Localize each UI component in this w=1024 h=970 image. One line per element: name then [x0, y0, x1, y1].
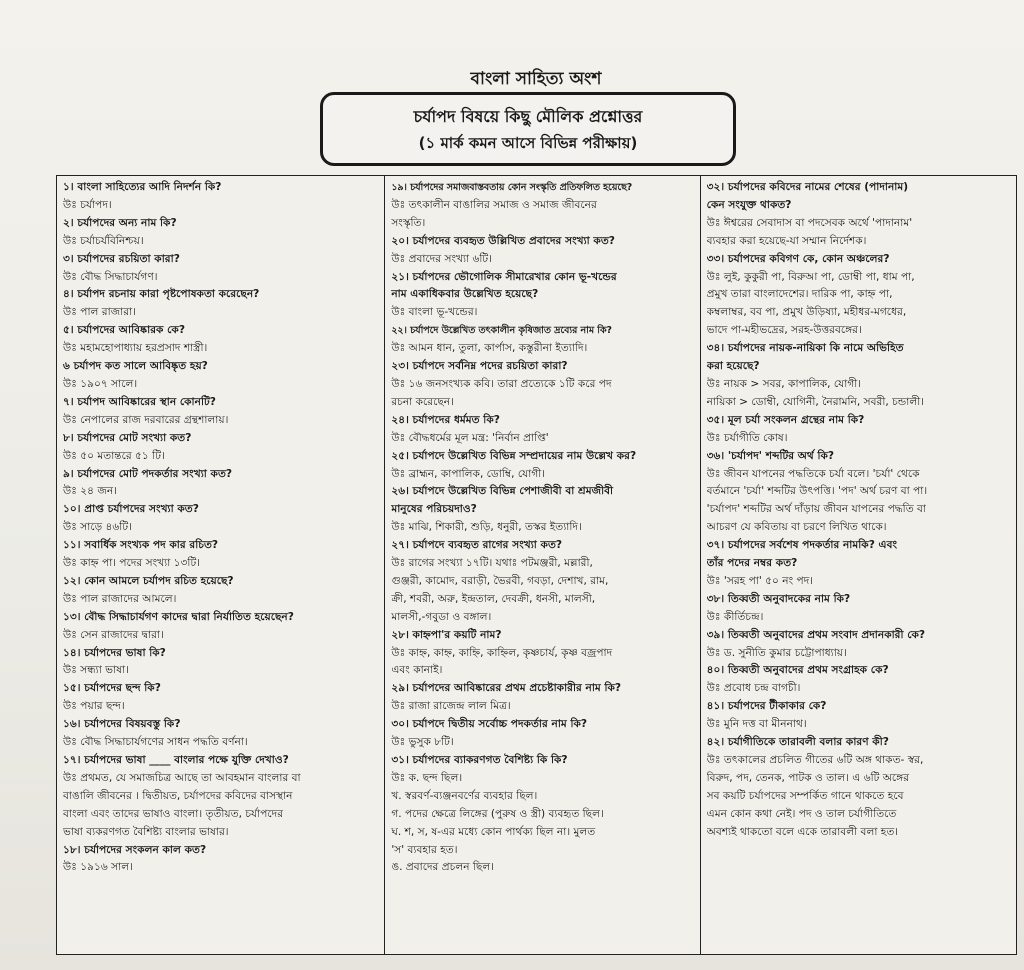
answer-line: ভাষা ব্যকরণগত বৈশিষ্ট্য বাংলার ভাষার। — [63, 825, 229, 838]
question-line: ৩৮। তিব্বতী অনুবাদকের নাম কি? — [706, 592, 851, 605]
title-box — [320, 92, 736, 166]
question-line: ২২। চর্যাপদে উল্লেখিত তৎকালীন কৃষিজাত দ্রব্যের নাম কি? — [391, 325, 612, 337]
question-line: ১৪। চর্যাপদের ভাষা কি? — [63, 646, 166, 659]
qa-column-2 — [385, 176, 700, 954]
question-line: ৩৬। 'চর্যাপদ' শব্দটির অর্থ কি? — [706, 449, 835, 462]
question-line: করা হয়েছে? — [706, 360, 760, 373]
answer-line: এবং কানাই। — [391, 664, 443, 677]
answer-line: মালসী,-গবুডা ও বঙ্গাল। — [391, 610, 492, 623]
answer-line: উঃ পাল রাজাদের আমলে। — [63, 592, 177, 605]
answer-line: 'চর্যাপদ' শব্দটির অর্থ দাঁড়ায় জীবন যাপনের পদ্ধতি বা — [706, 503, 926, 516]
answer-line: উঃ ৫০ মতান্তরে ৫১ টি। — [63, 449, 165, 462]
answer-line: উঃ নায়ক > সবর, কাপালিক, যোগী। — [706, 377, 862, 390]
question-line: ১৭। চর্যাপদের ভাষা ____ বাংলার পক্ষে যুক্তি দেখাও? — [63, 754, 289, 766]
answer-line: উঃ ড. সুনীতি কুমার চট্টোপাধ্যায়। — [706, 646, 847, 659]
answer-line: সব কয়টি চর্যাপদের সম্পর্কিত গানে থাকতে হবে — [706, 789, 904, 802]
question-line: ৯। চর্যাপদের মোট পদকর্তার সংখ্যা কত? — [63, 467, 233, 480]
answer-line: উঃ মাঝি, শিকারী, শুড়ি, ধনুরী, তস্কর ইত্যাদি। — [391, 521, 582, 534]
answer-line: ভাদে পা-মহীভদ্রের, সরহ-উত্তরবঙ্গের। — [706, 324, 862, 337]
question-line: ১। বাংলা সাহিত্যের আদি নিদর্শন কি? — [63, 181, 222, 193]
qa-column-3 — [701, 176, 1016, 954]
answer-line: উঃ ২৪ জন। — [63, 485, 117, 498]
answer-line: উঃ প্রবোধ চন্দ্র বাগচী। — [706, 682, 801, 695]
question-line: ১০। প্রাপ্ত চর্যাপদের সংখ্যা কত? — [63, 503, 199, 516]
answer-line: সংস্কৃতি। — [391, 216, 426, 229]
answer-line: উঃ বৌদ্ধধর্মের মূল মন্ত্র: 'নির্বান প্রাপ্তি' — [391, 431, 549, 444]
answer-line: উঃ আমন ধান, তুলা, কার্পাস, কস্তুরীনা ইত্যাদি। — [391, 342, 588, 355]
answer-line: উঃ 'সরহ পা' ৫০ নং পদ। — [706, 574, 814, 587]
answer-line: উঃ জীবন যাপনের পদ্ধতিকে চর্যা বলে। 'চর্যা' থেকে — [706, 467, 920, 480]
answer-line: উঃ প্রথমত, যে সমাজচিত্র আছে তা আবহমান বাংলার বা — [63, 771, 301, 784]
answer-line: প্রমুখ তারা বাংলাদেশের। দারিক পা, কাহ্ন পা, — [706, 288, 893, 301]
question-line: ২৭। চর্যাপদে ব্যবহৃত রাগের সংখ্যা কত? — [391, 539, 563, 552]
question-line: ১৯। চর্যাপদের সমাজবাস্তবতায় কোন সংস্কৃতি প্রতিফলিত হয়েছে? — [391, 182, 633, 193]
qa-column-1 — [57, 176, 385, 954]
question-line: ৩৩। চর্যাপদের কবিগণ কে, কোন অঞ্চলের? — [706, 252, 890, 265]
question-line: ১৩। বৌদ্ধ সিদ্ধাচার্যগণ কাদের দ্বারা নির্যাতিত হয়েছেন? — [63, 610, 294, 623]
answer-line: উঃ কাহ্ন, কাহ্ন, কাহ্নি, কাহ্নিল, কৃষ্ণচার্য, কৃষ্ণ বজ্রপাদ — [391, 646, 613, 659]
title-line-2: (১ মার্ক কমন আসে বিভিন্ন পরীক্ষায়) — [418, 134, 638, 152]
question-line: ৩৯। তিব্বতী অনুবাদের প্রথম সংবাদ প্রদানকারী কে? — [706, 628, 926, 641]
answer-line: গ. পদের ক্ষেত্রে লিঙ্গের (পুরুষ ও স্ত্রী) ব্যবহৃত ছিল। — [391, 807, 604, 820]
question-line: ৪১। চর্যাপদের টীকাকার কে? — [706, 700, 827, 713]
answer-line: ক্রী, শবরী, অরু, ইন্দ্রতাল, দেবক্রী, ধনসী, মালসী, — [391, 592, 596, 605]
question-line: ২৯। চর্যাপদের আবিষ্কারের প্রথম প্রচেষ্টাকারীর নাম কি? — [391, 682, 622, 695]
question-line: ৩৫। মূল চর্যা সংকলন গ্রন্থের নাম কি? — [706, 413, 865, 426]
question-line: ৩৭। চর্যাপদের সর্বশেষ পদকর্তার নামকি? এবং — [706, 539, 898, 552]
question-line: তাঁর পদের নম্বর কত? — [706, 557, 798, 570]
answer-line: উঃ ব্রাহ্মন, কাপালিক, ডোম্বি, যোগী। — [391, 467, 546, 480]
answer-line: উঃ রাগের সংখ্যা ১৭টি। যথাঃ পটমঞ্জরী, মল্লারী, — [391, 557, 593, 570]
answer-line: এমন কোন কথা নেই। পদ ও তাল চর্যাগীতিতে — [706, 807, 897, 820]
answer-line: অবশ্যই থাকতো বলে একে তারাবলী বলা হত। — [706, 825, 899, 838]
answer-line: উঃ চর্যাপদ। — [63, 198, 112, 211]
question-line: কেন সংযুক্ত থাকত? — [706, 198, 792, 211]
answer-line: বর্তমানে 'চর্যা' শব্দটির উৎপত্তি। 'পদ' অর্থ চরণ বা পা। — [706, 485, 928, 498]
answer-line: বাঙালি জীবনের । দ্বিতীয়ত, চর্যাপদের কবিদের বাসস্থান — [63, 789, 293, 802]
section-title: বাংলা সাহিত্য অংশ — [447, 64, 625, 96]
answer-line: বাংলা এবং তাদের ভাষাও বাংলা। তৃতীয়ত, চর্যাপদের — [63, 807, 284, 820]
question-line: ৫। চর্যাপদের আবিষ্কারক কে? — [63, 324, 185, 337]
answer-line: উঃ তৎকালের প্রচলিত গীতের ৬টি অঙ্গ থাকত- স্বর, — [706, 754, 924, 766]
answer-line: উঃ বৌদ্ধ সিদ্ধাচার্যগণ। — [63, 270, 158, 283]
answer-line: উঃ ১৬ জনসংখ্যক কবি। তারা প্রত্যেকে ১টি করে পদ — [391, 377, 612, 390]
answer-line: ব্যবহার করা হয়েছে-যা সম্মান নির্দেশক। — [706, 234, 867, 247]
question-line: ১৮। চর্যাপদের সংকলন কাল কত? — [63, 843, 207, 856]
answer-line: কম্বলাম্বর, বব পা, প্রমুখ উড়িষ্যা, মহীধর-মগধের, — [706, 306, 907, 319]
answer-line: গুঞ্জরী, কামোদ, বরাড়ী, ভৈরবী, গবড়া, দেশাখ, রাম, — [391, 574, 609, 587]
answer-line: উঃ পাল রাজারা। — [63, 306, 136, 319]
question-line: নাম একাধিকবার উল্লেখিত হয়েছে? — [391, 288, 539, 301]
question-line: ২৮। কাহ্নপা'র কয়টি নাম? — [391, 628, 502, 641]
question-line: ৩০। চর্যাপদে দ্বিতীয় সর্বোচ্চ পদকর্তার নাম কি? — [391, 718, 588, 731]
question-line: ৩২। চর্যাপদের কবিদের নামের শেষের (পাদানাম) — [706, 181, 909, 193]
question-line: ১৫। চর্যাপদের ছন্দ কি? — [63, 682, 161, 695]
question-line: ২৬। চর্যাপদে উল্লেখিত বিভিন্ন পেশাজীবী বা শ্রমজীবী — [391, 485, 614, 498]
question-line: ১৬। চর্যাপদের বিষয়বস্তু কি? — [63, 718, 181, 731]
answer-line: 'স' ব্যবহার হত। — [391, 843, 458, 856]
answer-line: উঃ ক. ছন্দ ছিল। — [391, 771, 463, 784]
answer-line: উঃ ঈশ্বরের সেবাদাস বা পদসেবক অর্থে 'পাদানাম' — [706, 216, 913, 229]
answer-line: উঃ সেন রাজাদের দ্বারা। — [63, 628, 164, 641]
answer-line: রচনা করেছেন। — [391, 395, 454, 408]
answer-line: খ. স্বরবর্ণ-ব্যঞ্জনবর্ণের ব্যবহার ছিল। — [391, 789, 538, 802]
answer-line: উঃ পয়ার ছন্দ। — [63, 700, 125, 713]
answer-line: উঃ চর্যাগীতি কোষ। — [706, 431, 788, 444]
question-line: ৩১। চর্যাপদের ব্যাকরণগত বৈশিষ্ট্য কি কি? — [391, 754, 568, 766]
question-line: ১২। কোন আমলে চর্যাপদ রচিত হয়েছে? — [63, 574, 234, 587]
answer-line: উঃ তৎকালীন বাঙালির সমাজ ও সমাজ জীবনের — [391, 198, 597, 211]
question-line: ১১। সবার্ধিক সংখ্যক পদ কার রচিত? — [63, 539, 219, 552]
question-line: ৭। চর্যাপদ আবিষ্কারের স্থান কোনটি? — [63, 395, 216, 408]
question-line: ৪০। তিব্বতী অনুবাদের প্রথম সংগ্রাহক কে? — [706, 664, 889, 677]
question-line: ২৫। চর্যাপদে উল্লেখিত বিভিন্ন সম্প্রদায়ের নাম উল্লেখ কর? — [391, 449, 637, 462]
answer-line: উঃ মুনি দত্ত বা মীননাথ। — [706, 718, 807, 731]
answer-line: উঃ মহামহোপাধ্যায় হরপ্রসাদ শাস্ত্রী। — [63, 342, 208, 355]
answer-line: উঃ সন্ধ্যা ভাষা। — [63, 664, 129, 677]
question-line: ৬ চর্যাপদ কত সালে আবিষ্কৃত হয়? — [63, 360, 208, 373]
question-line: ৪২। চর্যাগীতিকে তারাবলী বলার কারণ কী? — [706, 736, 889, 749]
answer-line: বিরুদ, পদ, তেনক, পাটক ও তাল। এ ৬টি অঙ্গের — [706, 771, 910, 784]
question-line: ৮। চর্যাপদের মোট সংখ্যা কত? — [63, 431, 192, 444]
answer-line: উঃ রাজা রাজেন্দ্র লাল মিত্র। — [391, 700, 511, 713]
answer-line: নায়িকা > ডোম্বী, যোগিনী, নৈরামনি, সবরী, চন্ডালী। — [706, 395, 925, 408]
answer-line: উঃ ১৯১৬ সাল। — [63, 861, 133, 874]
question-line: ৩। চর্যাপদের রচয়িতা কারা? — [63, 252, 180, 265]
answer-line: উঃ বৌদ্ধ সিদ্ধাচার্যগণের সাধন পদ্ধতি বর্ণনা। — [63, 736, 248, 749]
answer-line: ঙ. প্রবাদের প্রচলন ছিল। — [391, 861, 495, 874]
answer-line: উঃ চর্যাচর্যবিনিশ্চয়। — [63, 234, 144, 247]
answer-line: ঘ. শ, স, ষ-এর মধ্যে কোন পার্থক্য ছিল না। মুলত — [391, 825, 596, 838]
answer-line: উঃ নেপালের রাজ দরবারের গ্রন্থশালায়। — [63, 413, 229, 426]
answer-line: উঃ ভুসুক ৮টি। — [391, 736, 454, 749]
question-line: ২১। চর্যাপদের ভৌগোলিক সীমারেখার কোন ভূ-খন্ডের — [391, 270, 617, 283]
question-line: মানুষের পরিচয়দাও? — [391, 503, 477, 516]
question-line: ২৪। চর্যাপদের ধর্মমত কি? — [391, 413, 500, 426]
answer-line: উঃ বাংলা ভূ-খন্ডের। — [391, 306, 478, 319]
question-line: ২০। চর্যাপদের ব্যবহৃত উল্লিখিত প্রবাদের সংখ্যা কত? — [391, 234, 615, 247]
answer-line: আচরণ যে কবিতায় বা চরণে লিখিত থাকে। — [706, 521, 887, 534]
question-line: ২৩। চর্যাপদে সর্বনিম্ন পদের রচয়িতা কারা? — [391, 360, 568, 373]
question-line: ৩৪। চর্যাপদের নায়ক-নায়িকা কি নামে অভিহিত — [706, 342, 904, 355]
answer-line: উঃ সাড়ে ৪৬টি। — [63, 521, 132, 534]
answer-line: উঃ কাহ্ন পা। পদের সংখ্যা ১৩টি। — [63, 557, 201, 570]
question-line: ৪। চর্যাপদ রচনায় কারা পৃষ্টপোষকতা করেছেন? — [63, 288, 260, 301]
answer-line: উঃ প্রবাদের সংখ্যা ৬টি। — [391, 252, 492, 265]
question-line: ২। চর্যাপদের অন্য নাম কি? — [63, 216, 177, 229]
qa-table — [56, 175, 1017, 955]
title-line-1: চর্যাপদ বিষয়ে কিছু মৌলিক প্রশ্নোত্তর — [413, 107, 643, 126]
answer-line: উঃ ১৯০৭ সালে। — [63, 377, 138, 390]
answer-line: উঃ কীর্তিচন্দ্র। — [706, 610, 764, 623]
answer-line: উঃ লুই, কুকুরী পা, বিরুআ পা, ডোম্বী পা, ধাম পা, — [706, 270, 915, 283]
